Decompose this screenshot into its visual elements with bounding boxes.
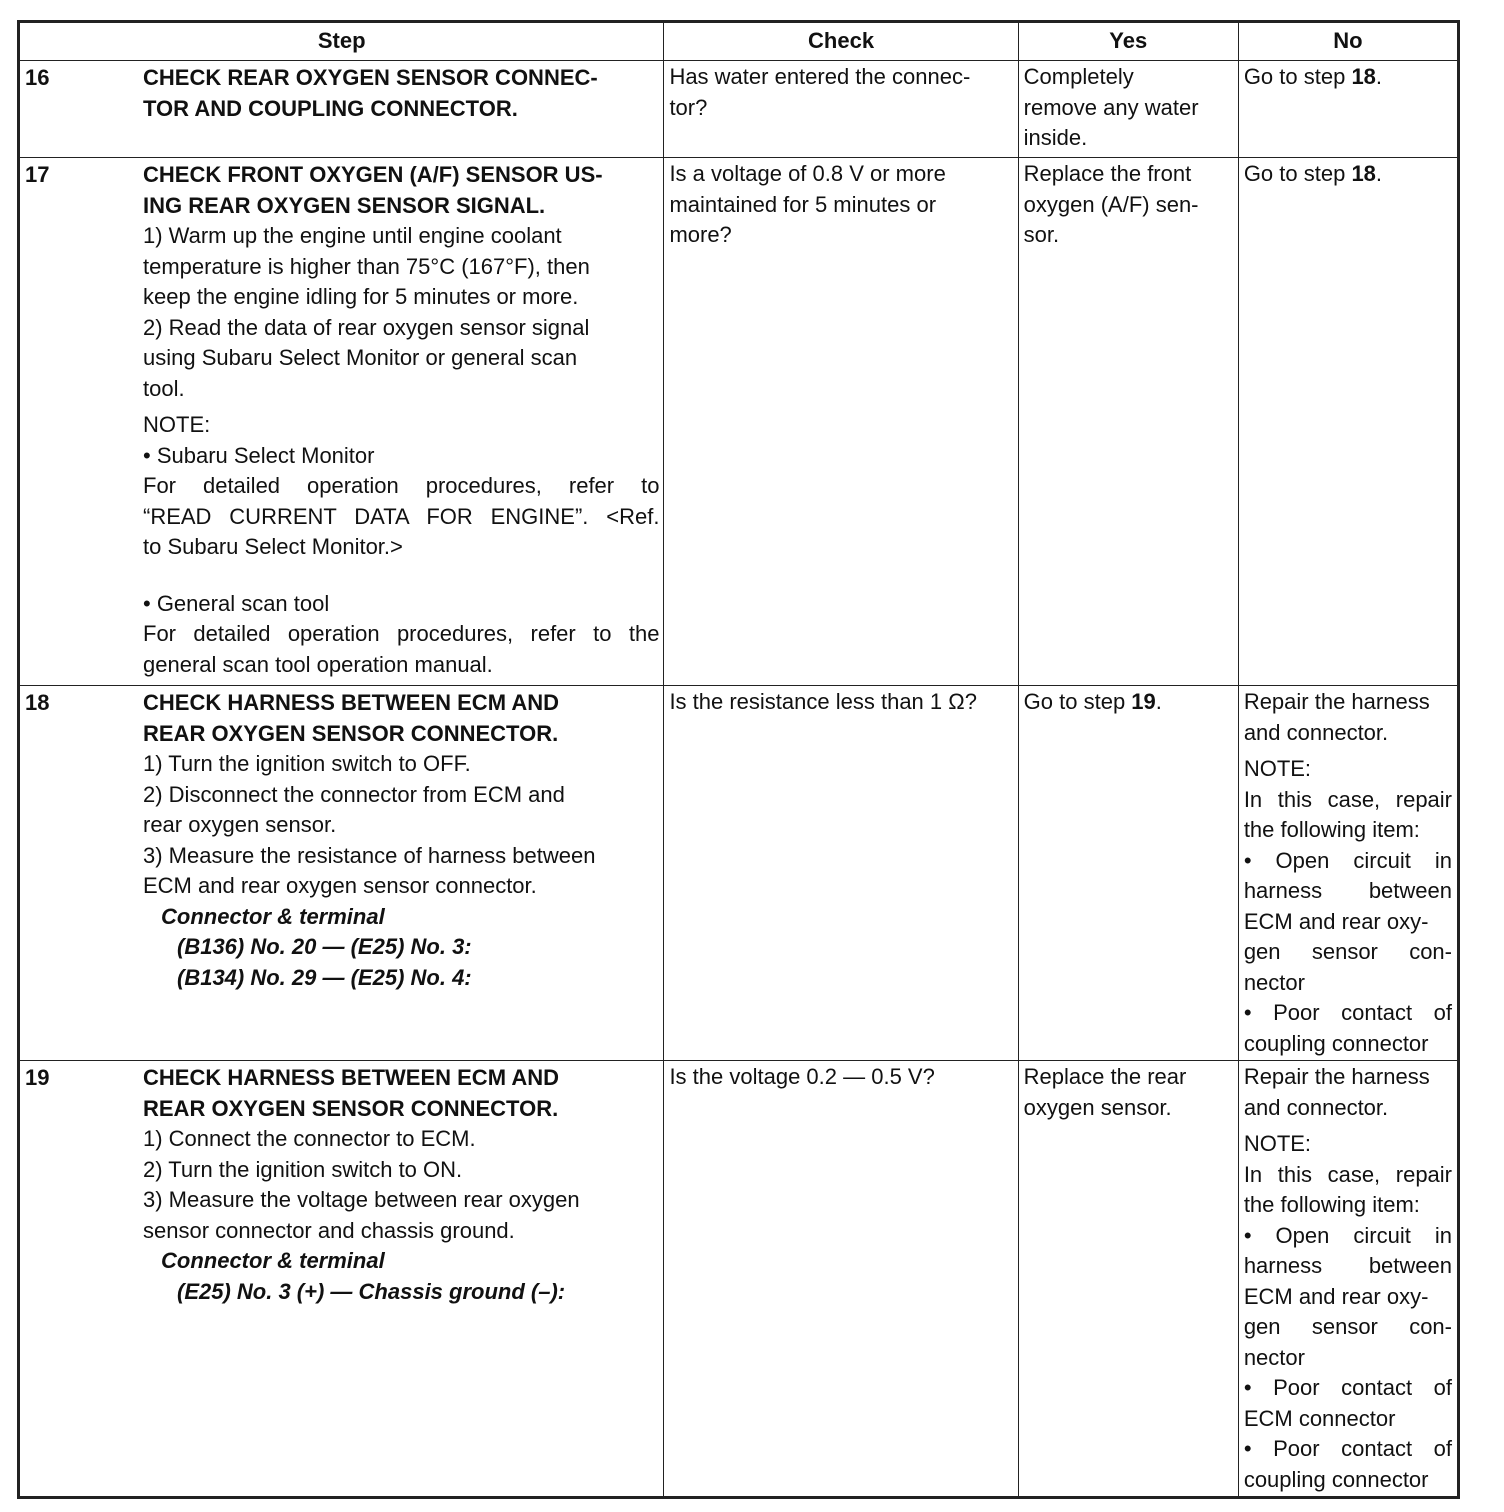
yes-text: . <box>1155 689 1162 714</box>
note-line: “READ CURRENT DATA FOR ENGINE”. <Ref. <box>143 503 660 529</box>
note-bullet: • General scan tool <box>143 590 330 616</box>
check-cell <box>664 686 1018 1061</box>
instruction-line: keep the engine idling for 5 minutes or more. <box>143 284 579 309</box>
instruction-line: sensor connector and chassis ground. <box>143 1217 515 1243</box>
yes-line: Completely <box>1023 64 1134 89</box>
no-note-line: coupling connector <box>1243 1030 1429 1056</box>
header-no: No <box>1238 22 1458 61</box>
yes-line: Replace the front <box>1023 161 1192 186</box>
step-number: 16 <box>25 65 50 90</box>
yes-cell <box>1018 686 1238 1061</box>
step-link[interactable]: 19 <box>1131 689 1156 714</box>
no-note-line: ECM and rear oxy- <box>1243 908 1429 934</box>
terminal-line: (E25) No. 3 (+) — Chassis ground (–): <box>177 1278 566 1304</box>
step-link[interactable]: 18 <box>1351 64 1376 89</box>
step-title-line: CHECK FRONT OXYGEN (A/F) SENSOR US- <box>143 162 603 187</box>
header-row <box>19 22 1459 61</box>
step-link[interactable]: 18 <box>1351 161 1376 186</box>
step-title-line: CHECK REAR OXYGEN SENSOR CONNEC- <box>143 65 598 90</box>
instruction-line: 1) Connect the connector to ECM. <box>143 1126 476 1151</box>
note-label: NOTE: <box>143 412 211 437</box>
connector-label: Connector & terminal <box>161 903 385 929</box>
no-note-line: In this case, repair <box>1243 786 1452 812</box>
table-row-18 <box>19 686 1459 1061</box>
no-note-line: • Open circuit in <box>1243 1222 1452 1248</box>
instruction-line: 2) Read the data of rear oxygen sensor signal <box>143 314 590 340</box>
instruction-line: 2) Turn the ignition switch to ON. <box>143 1156 463 1182</box>
instruction-line: 1) Warm up the engine until engine coolant <box>143 223 562 248</box>
note-bullet: • Subaru Select Monitor <box>143 442 375 468</box>
terminal-line: (B136) No. 20 — (E25) No. 3: <box>177 934 472 959</box>
step-number: 18 <box>25 690 50 715</box>
no-note-line: gen sensor con- <box>1243 1314 1452 1339</box>
table-row-16 <box>19 61 1459 158</box>
step-title-line: CHECK HARNESS BETWEEN ECM AND <box>143 690 559 715</box>
instruction-line: tool. <box>143 375 185 401</box>
step-cell <box>19 686 664 1061</box>
step-title-line: TOR AND COUPLING CONNECTOR. <box>143 95 518 121</box>
instruction-line: 3) Measure the voltage between rear oxygen <box>143 1187 580 1212</box>
header-yes: Yes <box>1018 22 1238 61</box>
header-step: Step <box>19 22 664 61</box>
step-title-line: REAR OXYGEN SENSOR CONNECTOR. <box>143 720 559 746</box>
instruction-line: temperature is higher than 75°C (167°F), then <box>143 253 590 279</box>
yes-text: Go to step <box>1023 689 1132 714</box>
no-cell <box>1238 158 1458 686</box>
troubleshooting-table <box>17 20 1460 1499</box>
no-text: Go to step <box>1243 64 1352 89</box>
note-line: to Subaru Select Monitor.> <box>143 534 403 559</box>
no-note-line: ECM and rear oxy- <box>1243 1283 1429 1309</box>
no-note-line: coupling connector <box>1243 1466 1429 1492</box>
connector-label: Connector & terminal <box>161 1248 385 1273</box>
no-text: . <box>1375 161 1383 186</box>
no-note-line: • Open circuit in <box>1243 847 1452 873</box>
step-title-line: CHECK HARNESS BETWEEN ECM AND <box>143 1065 559 1090</box>
note-line: For detailed operation procedures, refer to <box>143 473 660 498</box>
no-note-line: nector <box>1243 969 1305 995</box>
no-note-line: the following item: <box>1243 1192 1420 1217</box>
note-line: For detailed operation procedures, refer to the <box>143 621 660 646</box>
note-label: NOTE: <box>1243 756 1312 781</box>
check-line: Has water entered the connec- <box>669 64 971 89</box>
note-line: general scan tool operation manual. <box>143 651 493 677</box>
terminal-line: (B134) No. 29 — (E25) No. 4: <box>177 964 472 990</box>
yes-line: Replace the rear <box>1023 1064 1187 1089</box>
no-note-line: gen sensor con- <box>1243 939 1452 964</box>
yes-cell <box>1018 61 1238 158</box>
no-line: and connector. <box>1243 719 1389 745</box>
no-note-line: • Poor contact of <box>1243 1000 1452 1025</box>
no-note-line: • Poor contact of <box>1243 1375 1452 1400</box>
no-text: Go to step <box>1243 161 1352 186</box>
step-number: 19 <box>25 1065 50 1090</box>
instruction-line: ECM and rear oxygen sensor connector. <box>143 873 537 898</box>
yes-line: inside. <box>1023 125 1088 150</box>
check-cell <box>664 1061 1018 1498</box>
no-note-line: • Poor contact of <box>1243 1436 1452 1461</box>
no-cell <box>1238 1061 1458 1498</box>
note-label: NOTE: <box>1243 1131 1312 1156</box>
no-line: and connector. <box>1243 1094 1389 1120</box>
no-line <box>1244 62 1452 93</box>
no-note-line: nector <box>1243 1344 1305 1370</box>
table-row-19 <box>19 1061 1459 1498</box>
instruction-line: rear oxygen sensor. <box>143 812 337 837</box>
header-check: Check <box>664 22 1018 61</box>
no-cell <box>1238 61 1458 158</box>
no-note-line: In this case, repair <box>1243 1161 1452 1187</box>
step-number: 17 <box>25 162 50 187</box>
check-line: Is the resistance less than 1 Ω? <box>669 689 977 714</box>
check-line: tor? <box>669 94 708 120</box>
yes-line: oxygen (A/F) sen- <box>1023 191 1199 217</box>
check-line: Is the voltage 0.2 — 0.5 V? <box>669 1064 935 1089</box>
no-note-line: the following item: <box>1243 817 1420 842</box>
instruction-line: 1) Turn the ignition switch to OFF. <box>143 751 471 776</box>
no-text: . <box>1375 64 1383 89</box>
step-title-line: REAR OXYGEN SENSOR CONNECTOR. <box>143 1095 559 1121</box>
instruction-line: 3) Measure the resistance of harness between <box>143 842 596 868</box>
yes-line <box>1024 687 1233 718</box>
yes-line: oxygen sensor. <box>1023 1094 1172 1120</box>
no-note-line: harness between <box>1243 1253 1452 1278</box>
check-line: maintained for 5 minutes or <box>669 191 937 217</box>
step-title-line: ING REAR OXYGEN SENSOR SIGNAL. <box>143 192 546 218</box>
check-cell <box>664 61 1018 158</box>
step-cell <box>19 158 664 686</box>
no-note-line: harness between <box>1243 878 1452 903</box>
table-row-17 <box>19 158 1459 686</box>
yes-line: sor. <box>1023 222 1060 247</box>
no-note-line: ECM connector <box>1243 1405 1396 1431</box>
instruction-line: 2) Disconnect the connector from ECM and <box>143 781 565 807</box>
yes-cell <box>1018 158 1238 686</box>
no-line: Repair the harness <box>1243 689 1430 714</box>
check-cell <box>664 158 1018 686</box>
instruction-line: using Subaru Select Monitor or general scan <box>143 345 578 370</box>
check-line: more? <box>669 222 732 247</box>
no-line <box>1244 159 1452 190</box>
step-cell <box>19 61 664 158</box>
yes-line: remove any water <box>1023 94 1199 120</box>
no-line: Repair the harness <box>1243 1064 1430 1089</box>
step-cell <box>19 1061 664 1498</box>
yes-cell <box>1018 1061 1238 1498</box>
check-line: Is a voltage of 0.8 V or more <box>669 161 946 186</box>
no-cell <box>1238 686 1458 1061</box>
